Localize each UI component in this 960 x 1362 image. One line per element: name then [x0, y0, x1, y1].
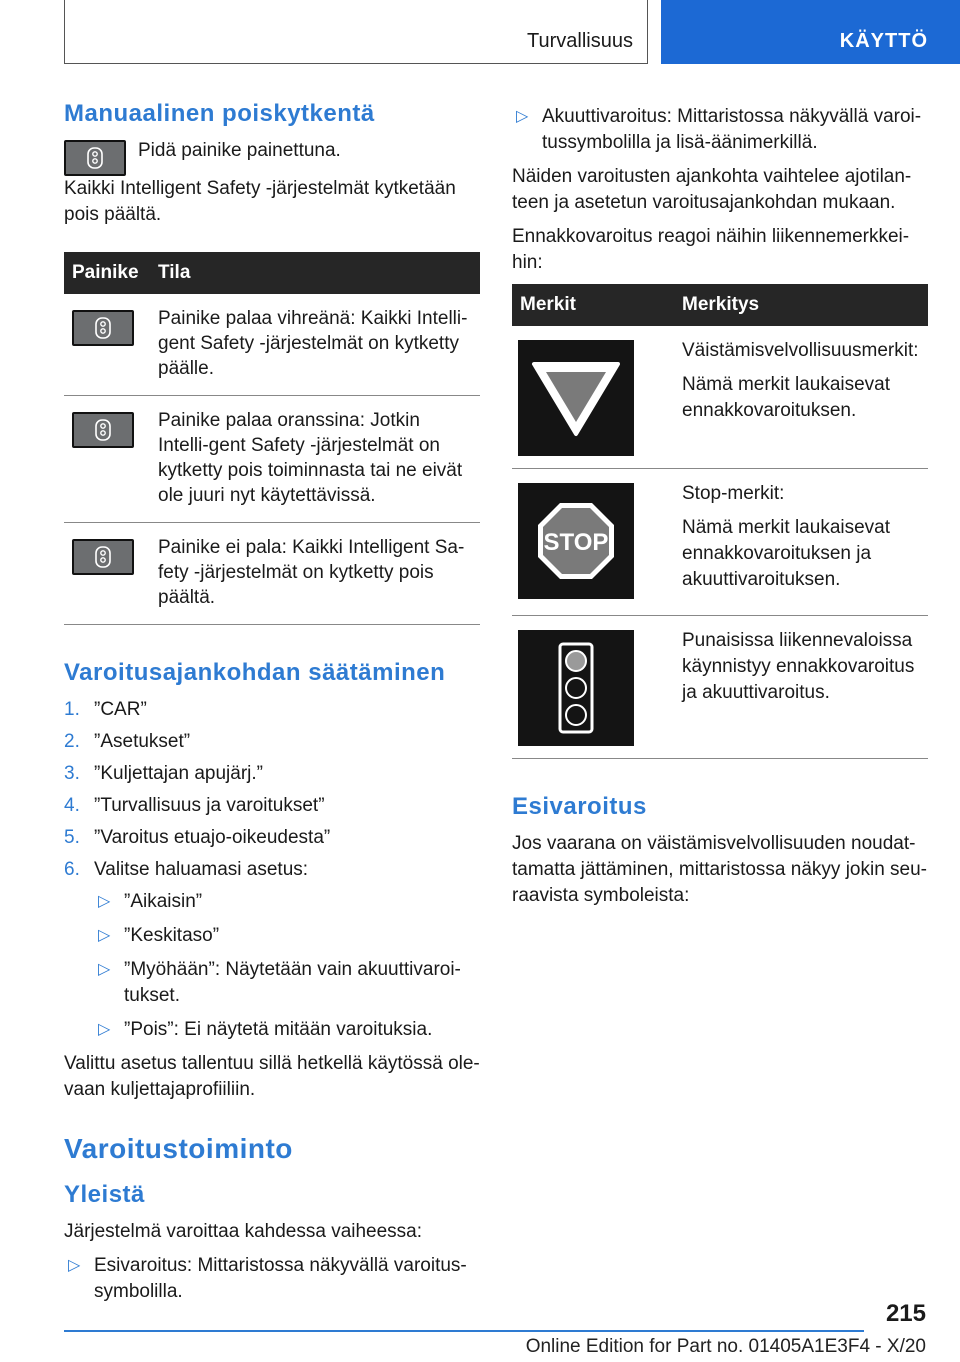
- table-header-meaning: Merkitys: [674, 284, 928, 326]
- list-item: 3. ”Kuljettajan apujärj.”: [64, 763, 263, 784]
- list-item: 1. ”CAR”: [64, 699, 147, 720]
- list-item: ▷ Akuuttivaroitus: Mittaristossa näkyvällä varoi-tussymbolilla ja lisä-äänimerkillä.: [516, 106, 922, 153]
- warning-timing-heading: Varoitusajankohdan säätäminen: [64, 659, 446, 686]
- manual-disable-heading: Manuaalinen poiskytkentä: [64, 100, 375, 127]
- general-subheading: Yleistä: [64, 1181, 145, 1208]
- triangle-bullet-icon: ▷: [516, 108, 529, 125]
- triangle-bullet-icon: ▷: [98, 927, 111, 944]
- table-row: [64, 523, 480, 625]
- sign-title: Väistämisvelvollisuusmerkit:: [682, 340, 919, 361]
- list-item: ▷ ”Aikaisin”: [94, 889, 480, 915]
- safety-button-icon: [72, 412, 134, 448]
- list-item: ▷ ”Pois”: Ei näytetä mitään varoituksia.: [94, 1017, 480, 1043]
- sign-description: Nämä merkit laukaisevat ennakkovaroituksen.: [682, 374, 891, 421]
- timing-steps: [64, 697, 480, 1043]
- sign-description: Punaisissa liikennevaloissa käynnistyy ennakkovaroitus ja akuuttivaroitus.: [682, 630, 915, 703]
- button-status-table: [64, 252, 480, 625]
- status-text: Painike palaa oranssina: Jotkin Intelli-gent Safety -järjestelmät on kytketty pois toiminnasta tai ne eivät ole juuri nyt käytettävissä.: [150, 396, 480, 523]
- table-header-status: Tila: [150, 252, 480, 294]
- table-header-signs: Merkit: [512, 284, 674, 326]
- triangle-bullet-icon: ▷: [98, 961, 111, 978]
- signs-intro-text: Ennakkovaroitus reagoi näihin liikennemerkkei-hin:: [512, 226, 910, 273]
- header-chapter-tab[interactable]: KÄYTTÖ: [661, 0, 960, 64]
- safety-button-icon: [72, 310, 134, 346]
- yield-sign-icon: [518, 340, 634, 456]
- list-item: 4. ”Turvallisuus ja varoitukset”: [64, 795, 325, 816]
- list-item: ▷ ”Myöhään”: Näytetään vain akuuttivaroi-tukset.: [98, 959, 461, 1006]
- list-item: 5. ”Varoitus etuajo-oikeudesta”: [64, 827, 331, 848]
- page-number: 215: [885, 1300, 926, 1327]
- traffic-light-icon: [518, 630, 634, 746]
- triangle-bullet-icon: ▷: [98, 1021, 111, 1038]
- triangle-bullet-icon: ▷: [98, 893, 111, 910]
- table-row: [64, 396, 480, 523]
- stop-sign-icon: [518, 483, 634, 599]
- right-column: [512, 100, 928, 917]
- safety-button-icon: [64, 140, 126, 176]
- list-item: ▷ Esivaroitus: Mittaristossa näkyvällä varoitus-symbolilla.: [68, 1255, 467, 1302]
- warning-stages-continued: [512, 104, 928, 156]
- header-section-title: Turvallisuus: [527, 30, 633, 52]
- header-section-box: [64, 0, 648, 64]
- footer-divider: [64, 1330, 864, 1332]
- sign-description: Nämä merkit laukaisevat ennakkovaroituksen ja akuuttivaroituksen.: [682, 517, 891, 590]
- safety-button-icon: [72, 539, 134, 575]
- list-item: ▷ ”Keskitaso”: [94, 923, 480, 949]
- table-row: [64, 294, 480, 396]
- timing-note: Valittu asetus tallentuu sillä hetkellä käytössä ole-vaan kuljettajaprofiiliin.: [64, 1053, 480, 1100]
- general-intro: Järjestelmä varoittaa kahdessa vaiheessa:: [64, 1221, 423, 1242]
- table-row: [512, 326, 928, 469]
- footer-edition: Online Edition for Part no. 01405A1E3F4 - X/20: [525, 1336, 926, 1357]
- prewarning-heading: Esivaroitus: [512, 793, 647, 820]
- stop-sign-text: STOP: [543, 529, 609, 556]
- status-text: Painike palaa vihreänä: Kaikki Intelli-gent Safety -järjestelmät on kytketty päälle.: [150, 294, 480, 396]
- traffic-signs-table: [512, 284, 928, 759]
- sign-title: Stop-merkit:: [682, 483, 785, 504]
- prewarning-text: Jos vaarana on väistämisvelvollisuuden noudat-tamatta jättäminen, mittaristossa näkyy jokin seu-raavista symboleista:: [512, 833, 928, 906]
- warning-stages: [64, 1253, 480, 1305]
- manual-disable-p2: Kaikki Intelligent Safety -järjestelmät kytketään pois päältä.: [64, 178, 456, 225]
- warning-function-heading: Varoitustoiminto: [64, 1133, 293, 1164]
- list-item: 2. ”Asetukset”: [64, 731, 191, 752]
- status-text: Painike ei pala: Kaikki Intelligent Sa-fety -järjestelmät on kytketty pois päältä.: [150, 523, 480, 625]
- table-row: [512, 469, 928, 616]
- manual-disable-p1: Pidä painike painettuna.: [138, 140, 341, 161]
- manual-disable-intro: [64, 138, 480, 178]
- triangle-bullet-icon: ▷: [68, 1257, 81, 1274]
- table-row: [512, 616, 928, 759]
- timing-variance-text: Näiden varoitusten ajankohta vaihtelee ajotilan-teen ja asetetun varoitusajankohdan mukaan.: [512, 166, 912, 213]
- timing-options: [94, 889, 480, 1043]
- list-item: 6. Valitse haluamasi asetus: ▷ ”Aikaisin” ▷ ”Keskitaso” ▷ ”Myöhään”: Näytetään vain akuuttivaroi-tukset. ▷ ”Pois”: Ei näytetä mitään varoituksia.: [64, 857, 480, 1043]
- table-header-button: Painike: [64, 252, 150, 294]
- left-column: [64, 100, 480, 1313]
